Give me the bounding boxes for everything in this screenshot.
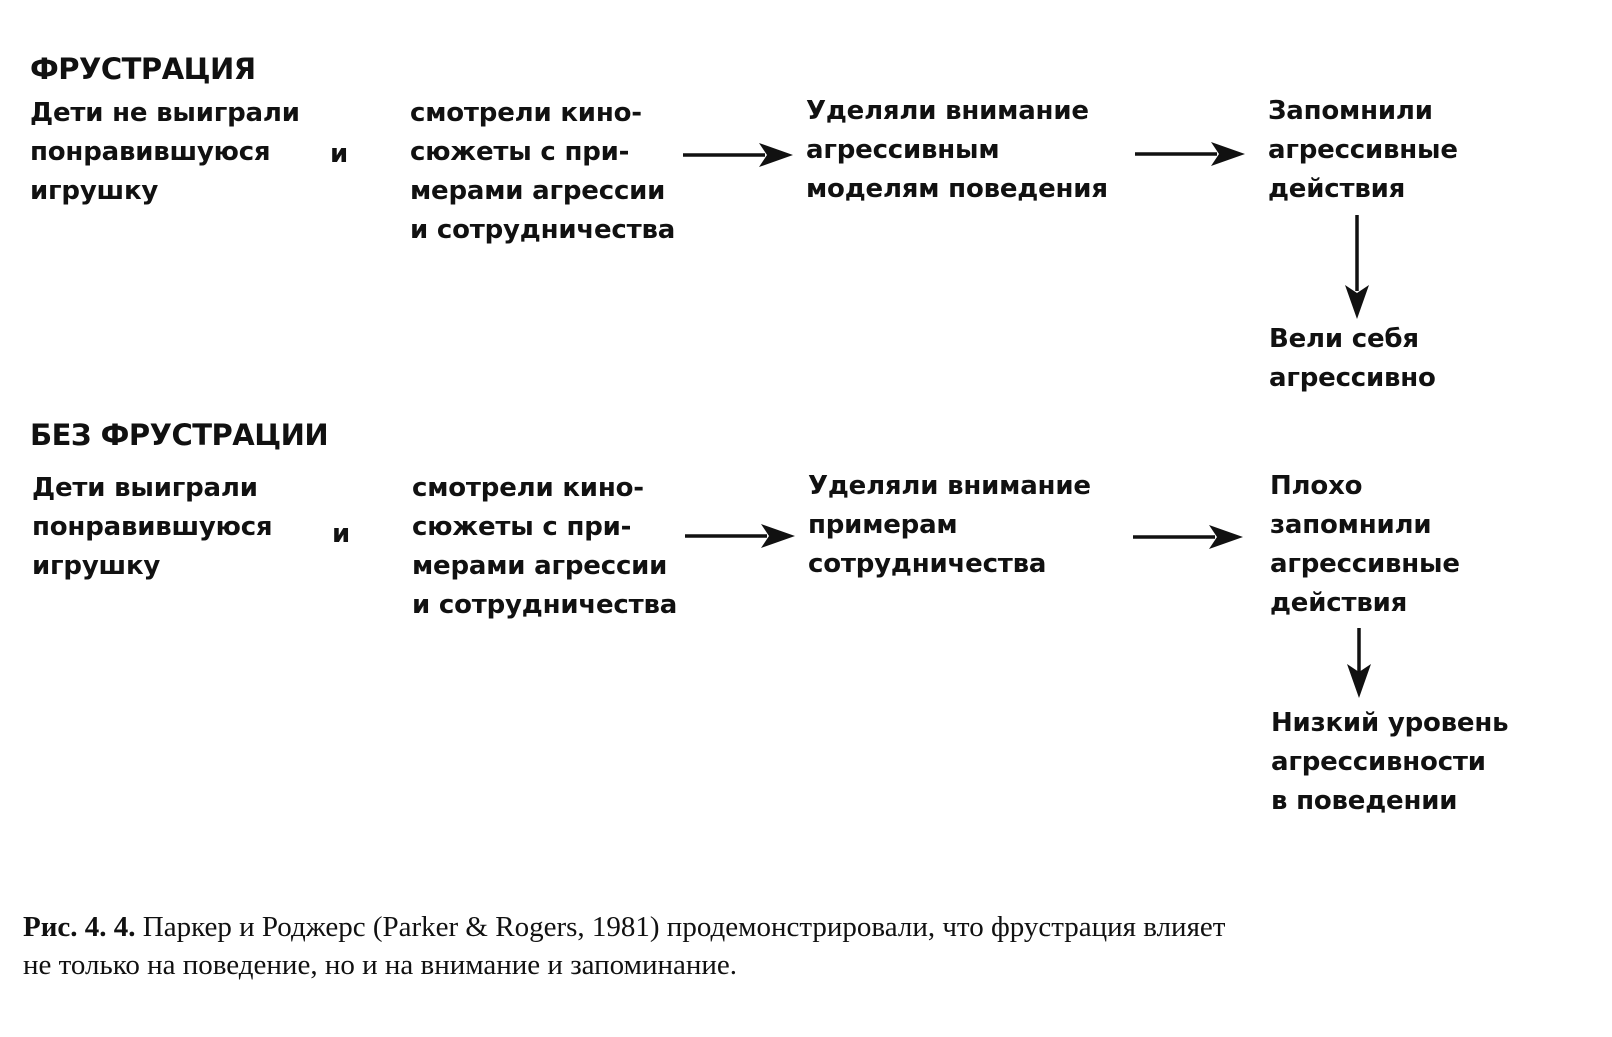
text-line: агрессивно <box>1269 363 1436 393</box>
text-line: игрушку <box>30 176 159 206</box>
no-frustration-memory-text <box>1270 467 1460 623</box>
text-line: смотрели кино- <box>412 473 644 503</box>
arrow-right-icon <box>1133 523 1243 551</box>
text-line: запомнили <box>1270 510 1432 540</box>
section-heading-frustration: ФРУСТРАЦИЯ <box>30 52 256 86</box>
frustration-memory-text <box>1268 92 1458 209</box>
text-line: мерами агрессии <box>410 176 666 206</box>
section-heading-no-frustration: БЕЗ ФРУСТРАЦИИ <box>30 418 329 452</box>
text-line: действия <box>1270 588 1408 618</box>
text-line: и сотрудничества <box>410 215 676 245</box>
text-line: Вели себя <box>1269 324 1419 354</box>
arrow-down-icon <box>1343 215 1371 319</box>
text-line: агрессивные <box>1268 135 1458 165</box>
frustration-behavior-text <box>1269 320 1436 398</box>
figure-caption <box>23 908 1593 984</box>
text-line: понравившуюся <box>32 512 273 542</box>
caption-text-1: Паркер и Роджерс (Parker & Rogers, 1981) продемонстрировали, что фрустрация влияет <box>135 911 1226 943</box>
frustration-watched-text <box>410 94 675 250</box>
arrow-down-icon <box>1345 628 1373 698</box>
no-frustration-behavior-text <box>1271 704 1508 821</box>
text-line: в поведении <box>1271 786 1458 816</box>
arrow-right-icon <box>685 522 795 550</box>
frustration-conjunction: и <box>330 139 349 169</box>
text-line: игрушку <box>32 551 161 581</box>
text-line: Дети выиграли <box>32 473 258 503</box>
text-line: агрессивным <box>806 135 1000 165</box>
figure-label: Рис. 4. 4. <box>23 911 136 943</box>
no-frustration-condition-text <box>32 469 272 586</box>
text-line: действия <box>1268 174 1406 204</box>
no-frustration-conjunction: и <box>332 519 351 549</box>
arrow-right-icon <box>1135 140 1245 168</box>
caption-text-2: не только на поведение, но и на внимание и запоминание. <box>23 949 738 981</box>
text-line: сотрудничества <box>808 549 1047 579</box>
text-line: агрессивности <box>1271 747 1486 777</box>
arrow-right-icon <box>683 141 793 169</box>
text-line: Запомнили <box>1268 96 1433 126</box>
text-line: Уделяли внимание <box>806 96 1089 126</box>
no-frustration-attention-text <box>808 467 1091 584</box>
no-frustration-watched-text <box>412 469 677 625</box>
text-line: Дети не выиграли <box>30 98 300 128</box>
text-line: сюжеты с при- <box>410 137 630 167</box>
text-line: мерами агрессии <box>412 551 668 581</box>
frustration-attention-text <box>806 92 1108 209</box>
text-line: понравившуюся <box>30 137 271 167</box>
caption-line-1 <box>23 908 1593 946</box>
text-line: примерам <box>808 510 958 540</box>
text-line: Низкий уровень <box>1271 708 1509 738</box>
text-line: Плохо <box>1270 471 1363 501</box>
text-line: моделям поведения <box>806 174 1108 204</box>
text-line: Уделяли внимание <box>808 471 1091 501</box>
frustration-condition-text <box>30 94 300 211</box>
text-line: сюжеты с при- <box>412 512 632 542</box>
text-line: агрессивные <box>1270 549 1460 579</box>
text-line: и сотрудничества <box>412 590 678 620</box>
text-line: смотрели кино- <box>410 98 642 128</box>
